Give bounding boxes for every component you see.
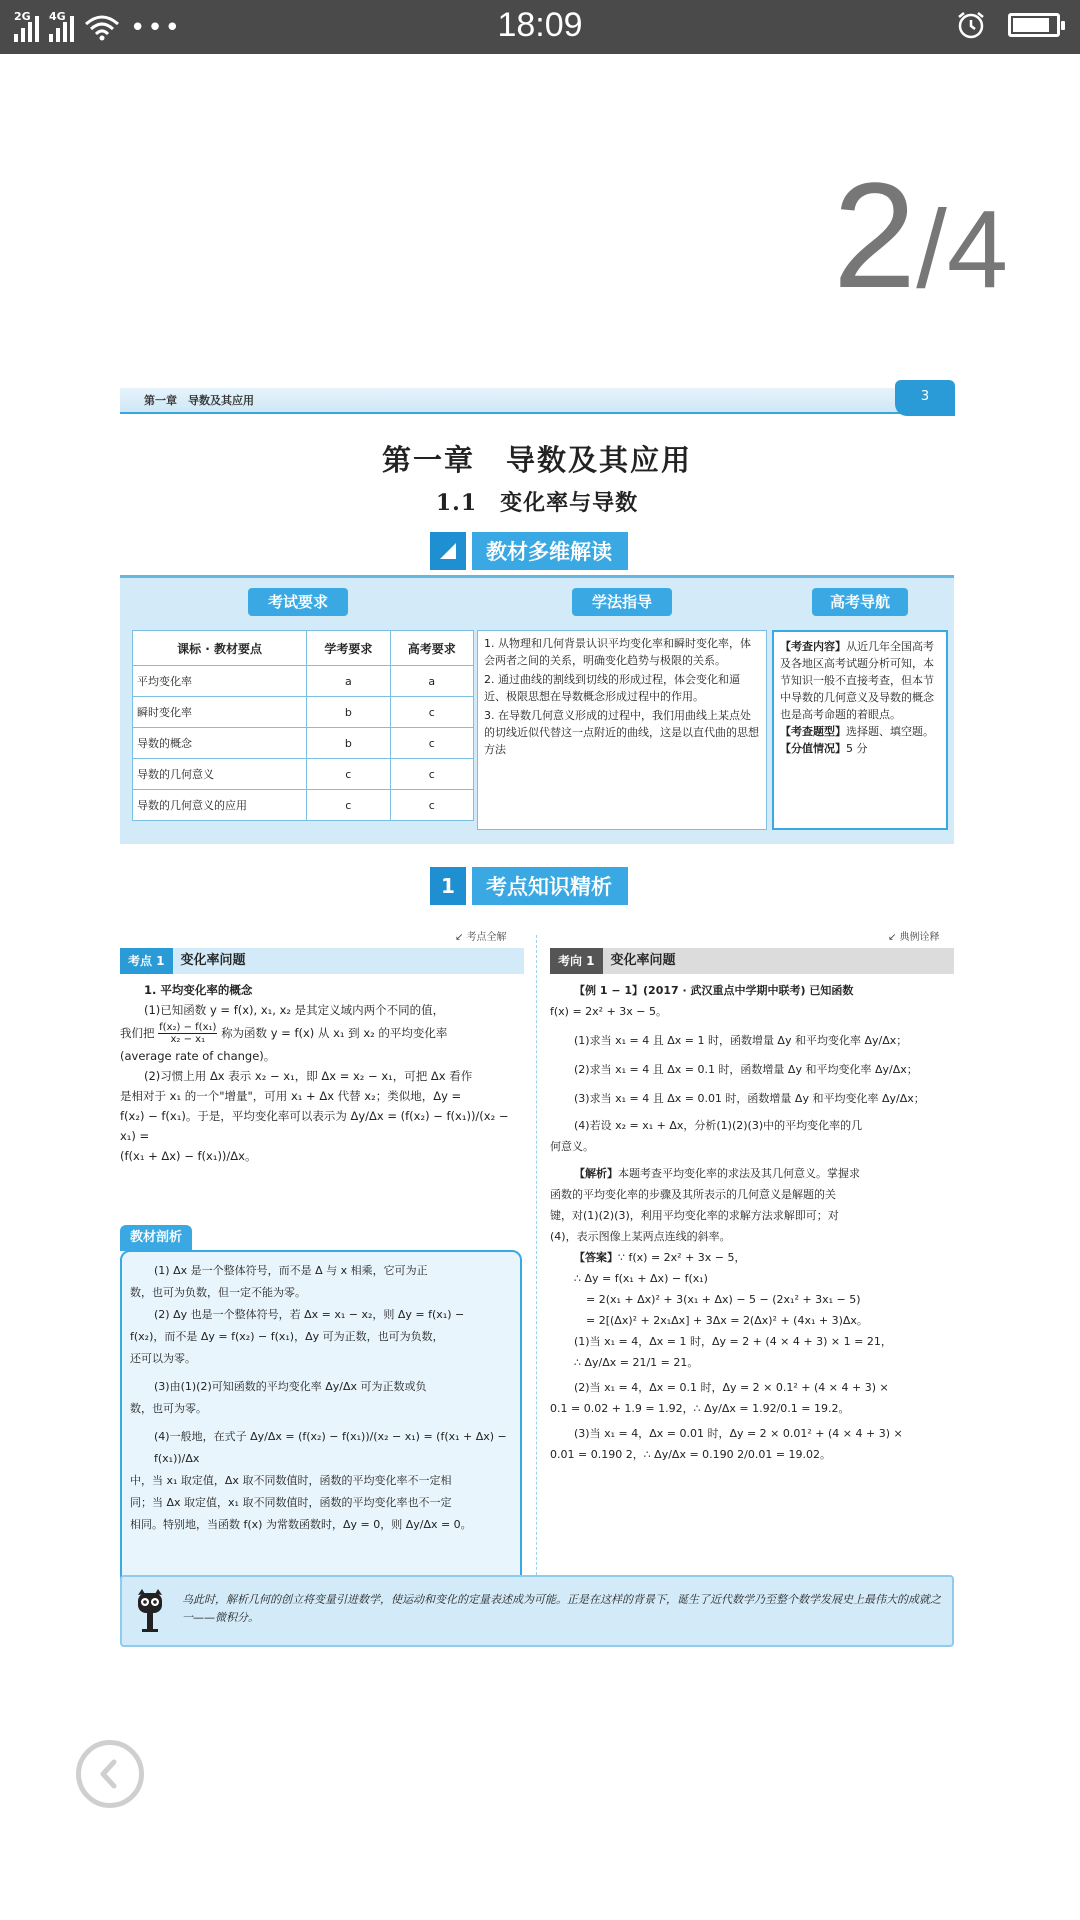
hint-full-explanation: ↙ 考点全解 [455,932,507,943]
guide-item: 3. 在导数几何意义形成的过程中，我们用曲线上某点处的切线近似代替这一点附近的曲线，这是以直代曲的思想方法 [484,709,759,756]
paragraph-line: 同；当 Δx 取定值，x₁ 取不同数值时，函数的平均变化率也不一定 [130,1496,452,1509]
banner-textbook-interpretation [430,532,628,570]
paragraph-line: 数，也可为零。 [130,1402,207,1415]
paragraph-line: 相同。特别地，当函数 f(x) 为常数函数时，Δy = 0，则 Δy/Δx = 0。 [130,1518,472,1531]
paragraph-line: f(x) = 2x² + 3x − 5。 [550,1005,668,1018]
nav-text: 选择题、填空题。 [846,725,934,738]
table-cell: c [390,728,473,759]
answer-label: 【答案】 [574,1251,618,1264]
fraction [158,1022,217,1045]
table-cell: c [390,790,473,821]
table-cell: 导数的几何意义 [133,759,307,790]
analysis-text: (4)，表示图像上某两点连线的斜率。 [550,1230,731,1243]
banner-number: 1 [430,867,466,905]
study-guide-box [477,630,767,830]
paragraph-line: 是相对于 x₁ 的一个"增量"，可用 x₁ + Δx 代替 x₂；类似地，Δy = [120,1089,462,1103]
banner-text: 考点知识精析 [472,867,628,905]
pill-exam-requirements: 考试要求 [248,588,348,616]
question-line: (3)求当 x₁ = 4 且 Δx = 0.01 时，函数增量 Δy 和平均变化率 Δy/Δx； [574,1092,925,1105]
banner-knowledge-analysis [430,867,628,905]
answer-line: = 2[(Δx)² + 2x₁Δx] + 3Δx = 2(Δx)² + (4x₁ + 3)Δx。 [586,1314,868,1327]
nav-label: 【考查题型】 [780,725,846,738]
table-row [133,759,474,790]
network-type-label: 2G [14,10,31,23]
alarm-icon [956,10,986,40]
exam-direction-tag: 考向 1 [550,948,603,974]
nav-label: 【分值情况】 [780,742,846,755]
analysis-label: 【解析】 [574,1167,618,1180]
guide-item: 1. 从物理和几何背景认识平均变化率和瞬时变化率，体会两者之间的关系，明确变化趋势与极限的关系。 [484,637,751,667]
page-number-tab: 3 [895,380,955,416]
paragraph-line: (f(x₁ + Δx) − f(x₁))/Δx。 [120,1149,257,1163]
clock: 18:09 [497,6,583,44]
paragraph-line: 还可以为零。 [130,1352,196,1365]
question-line: (1)求当 x₁ = 4 且 Δx = 1 时，函数增量 Δy 和平均变化率 Δy/Δx； [574,1034,908,1047]
knowledge-point-tag: 考点 1 [120,948,173,974]
nav-text: 5 分 [846,742,868,755]
table-row [133,790,474,821]
table-cell: a [307,666,390,697]
answer-text: ∵ f(x) = 2x² + 3x − 5， [618,1251,746,1264]
paragraph-line: (1) Δx 是一个整体符号，而不是 Δ 与 x 相乘，它可为正 [154,1264,428,1277]
subheading: 1. 平均变化率的概念 [144,983,253,997]
example-heading: 【例 1 − 1】(2017 · 武汉重点中学期中联考) 已知函数 [574,984,854,997]
guide-item: 2. 通过曲线的割线到切线的形成过程，体会变化和逼近、极限思想在导数概念形成过程中的作用。 [484,673,740,703]
fraction-numerator: f(x₂) − f(x₁) [159,1022,217,1033]
answer-line: ∴ Δy/Δx = 21/1 = 21。 [574,1356,699,1369]
exam-direction-heading [550,948,954,974]
paragraph-line [120,1020,524,1046]
requirements-table [132,630,474,821]
table-row [133,666,474,697]
knowledge-point-heading [120,948,524,974]
answer-line: 0.01 = 0.190 2，∴ Δy/Δx = 0.190 2/0.01 = 19.02。 [550,1448,832,1461]
network-type-label: 4G [49,10,66,23]
battery-icon [1008,13,1060,37]
chapter-title: 第一章 导数及其应用 [381,443,692,477]
table-cell: c [307,790,390,821]
status-bar [0,0,1080,54]
knowledge-point-title: 变化率问题 [173,948,524,974]
text-fragment: 称为函数 y = f(x) 从 x₁ 到 x₂ 的平均变化率 [221,1026,448,1040]
answer-line: ∴ Δy = f(x₁ + Δx) − f(x₁) [574,1272,708,1285]
paragraph-line: (2) Δy 也是一个整体符号，若 Δx = x₁ − x₂，则 Δy = f(x₁) − [154,1308,465,1321]
paragraph-line: (4)一般地，在式子 Δy/Δx = (f(x₂) − f(x₁))/(x₂ − x₁) = (f(x₁ + Δx) − f(x₁))/Δx [154,1430,507,1465]
paragraph-line: (1)已知函数 y = f(x), x₁, x₂ 是其定义域内两个不同的值， [144,1003,445,1017]
hint-typical-examples: ↙ 典例诠释 [888,932,940,943]
current-page: 2 [832,151,917,319]
nav-label: 【考查内容】 [780,640,846,653]
paragraph-line: (3)由(1)(2)可知函数的平均变化率 Δy/Δx 可为正数或负 [154,1380,427,1393]
paragraph-line: 中，当 x₁ 取定值，Δx 取不同数值时，函数的平均变化率不一定相 [130,1474,452,1487]
table-cell: b [307,697,390,728]
banner-text: 教材多维解读 [472,532,628,570]
exam-direction-title: 变化率问题 [603,948,954,974]
running-header-text: 第一章 导数及其应用 [144,394,254,407]
table-row [133,697,474,728]
triangle-icon [430,532,466,570]
footer-text: 乌此时，解析几何的创立将变量引进数学，使运动和变化的定量表述成为可能。正是在这样的背景下，诞生了近代数学乃至整个数学发展史上最伟大的成就之一——微积分。 [182,1593,941,1624]
footer-note [120,1575,954,1647]
answer-line: (2)当 x₁ = 4，Δx = 0.1 时，Δy = 2 × 0.1² + (4 × 4 + 3) × [574,1381,889,1394]
table-cell: 瞬时变化率 [133,697,307,728]
pill-exam-navigation: 高考导航 [812,588,908,616]
textbook-analysis-tag: 教材剖析 [120,1225,192,1251]
table-cell: a [390,666,473,697]
answer-line: = 2(x₁ + Δx)² + 3(x₁ + Δx) − 5 − (2x₁² + 3x₁ − 5) [586,1293,861,1306]
page-counter [832,151,1008,319]
paragraph-line: f(x₂) − f(x₁)。于是，平均变化率可以表示为 Δy/Δx = (f(x₂) − f(x₁))/(x₂ − x₁) = [120,1109,509,1143]
paragraph-line: 数，也可为负数，但一定不能为零。 [130,1286,306,1299]
status-right [956,10,1060,40]
section-title: 1.1 变化率与导数 [435,490,639,516]
column-divider [536,935,537,1595]
table-cell: 平均变化率 [133,666,307,697]
pill-study-guide: 学法指导 [572,588,672,616]
table-row [133,728,474,759]
total-pages: 4 [946,188,1008,311]
table-cell: c [390,759,473,790]
back-arrow-icon [81,1745,139,1803]
paragraph-line: f(x₂)，而不是 Δy = f(x₂) − f(x₁)，Δy 可为正数，也可为负数， [130,1330,444,1343]
back-button[interactable] [76,1740,144,1808]
question-line: 何意义。 [550,1140,594,1153]
owl-mascot-icon [136,1589,164,1633]
table-cell: c [307,759,390,790]
table-header: 学考要求 [307,631,390,666]
requirements-panel [120,575,954,844]
fraction-denominator: x₂ − x₁ [170,1034,206,1045]
question-line: (2)求当 x₁ = 4 且 Δx = 0.1 时，函数增量 Δy 和平均变化率 Δy/Δx； [574,1063,918,1076]
analysis-text: 键，对(1)(2)(3)，利用平均变化率的求解方法求解即可；对 [550,1209,839,1222]
analysis-text [130,1260,514,1536]
analysis-text: 本题考查平均变化率的求法及其几何意义。掌握求 [618,1167,860,1180]
paragraph-line: (2)习惯上用 Δx 表示 x₂ − x₁，即 Δx = x₂ − x₁，可把 Δx 看作 [144,1069,473,1083]
document-page[interactable] [120,380,954,1650]
paragraph-line: (average rate of change)。 [120,1049,276,1063]
text-fragment: 我们把 [120,1026,155,1040]
right-column-text [550,980,954,1465]
answer-line: (1)当 x₁ = 4，Δx = 1 时，Δy = 2 + (4 × 4 + 3) × 1 = 21， [574,1335,892,1348]
page-separator: / [916,188,947,311]
table-cell: b [307,728,390,759]
more-notifications-icon: ••• [130,13,183,43]
answer-line: 0.1 = 0.02 + 1.9 = 1.92，∴ Δy/Δx = 1.92/0.1 = 19.2。 [550,1402,850,1415]
table-header: 高考要求 [390,631,473,666]
question-line: (4)若设 x₂ = x₁ + Δx，分析(1)(2)(3)中的平均变化率的几 [574,1119,863,1132]
running-header [120,388,920,414]
nav-text: 从近几年全国高考及各地区高考试题分析可知，本节知识一般不直接考查，但本节中导数的几何意义及导数的概念也是高考命题的着眼点。 [780,640,934,721]
analysis-text: 函数的平均变化率的步骤及其所表示的几何意义是解题的关 [550,1188,836,1201]
left-column-text [120,980,524,1166]
table-header-row [133,631,474,666]
table-cell: c [390,697,473,728]
table-cell: 导数的几何意义的应用 [133,790,307,821]
table-cell: 导数的概念 [133,728,307,759]
table-header: 课标 · 教材要点 [133,631,307,666]
answer-line: (3)当 x₁ = 4，Δx = 0.01 时，Δy = 2 × 0.01² + (4 × 4 + 3) × [574,1427,903,1440]
textbook-analysis-box [120,1250,522,1594]
exam-navigation-box [772,630,948,830]
